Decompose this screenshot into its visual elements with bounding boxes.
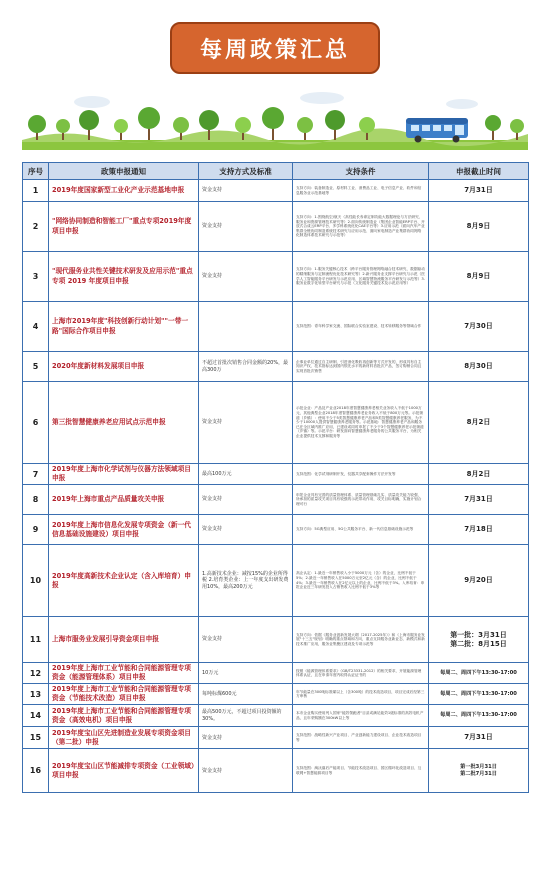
policy-name[interactable]: "网络协同制造和智能工厂"重点专项2019年度项目申报 <box>49 202 199 252</box>
header-deadline: 申报截止时间 <box>429 163 529 180</box>
deadline: 8月2日 <box>429 382 529 464</box>
support-method: 资金支持 <box>199 252 293 302</box>
table-row <box>23 705 529 727</box>
support-conditions: 支持方向：1.围绕航空/航天（高性能长寿命定制功能大数据理论与方法研究、服务业和资源管理技术研究等）2.面向传统制造业（集团企业智能ERP平台、开放式合成云ERP平台、多学科系统优化CAE平台等）3.应用示范（面向汽车产业集群全链协同制造系统技术研究与应用示范、面向家电制造产业集群协同网络化制造体系技术研究与示范等） <box>293 202 429 252</box>
row-number: 1 <box>23 180 49 202</box>
policy-name[interactable]: 2019年度宝山区节能减排专项资金（工业领域）项目申报 <box>49 749 199 793</box>
support-method: 10万元 <box>199 663 293 684</box>
support-conditions: 本市企业购买使用列入国家"能效领跑者"目录或满足能效1级标准的高效电机产品，且年采购额在300kW以上等 <box>293 705 429 727</box>
policy-name[interactable]: 2019年度上海市化学试剂与仪器方法领域项目申报 <box>49 464 199 485</box>
header-conditions: 支持条件 <box>293 163 429 180</box>
page-title: 每周政策汇总 <box>199 37 350 63</box>
row-number: 3 <box>23 252 49 302</box>
header-support: 支持方式及标准 <box>199 163 293 180</box>
deadline: 第一批3月31日 第二批7月31日 <box>429 749 529 793</box>
row-number: 16 <box>23 749 49 793</box>
support-conditions: 支持方向：依据《服务业创新发展大纲（2017-2025年）》和《上海市服务业发展"十三五"规划》明确的重点领域和方向，重点支持服务业新业态、新模式和新技术推广应用，服务业集聚区建设及专项示范等 <box>293 617 429 663</box>
support-method: 资金支持 <box>199 617 293 663</box>
support-conditions: 支持方向：装备制造业、原材料工业、消费品工业、电子信息产业、软件和信息服务业示范基地等 <box>293 180 429 202</box>
support-method: 最高100万元 <box>199 464 293 485</box>
table-row <box>23 252 529 302</box>
deadline: 8月30日 <box>429 352 529 382</box>
deadline: 8月9日 <box>429 202 529 252</box>
table-row <box>23 352 529 382</box>
support-conditions: 支持范围：淘汰落后产能项目、节能技术改造项目、园区循环化改造项目、互联网+智慧能源项目等 <box>293 749 429 793</box>
support-conditions: 年节能量在300吨标准煤以上（含300吨）的技术改造项目，项目完成后经第三方审核 <box>293 684 429 705</box>
deadline: 7月18日 <box>429 515 529 545</box>
row-number: 10 <box>23 545 49 617</box>
deadline: 每周二、周四下午13:30-17:00 <box>429 705 529 727</box>
support-method: 最高500万元，不超过项目投资额的30%。 <box>199 705 293 727</box>
row-number: 9 <box>23 515 49 545</box>
row-number: 4 <box>23 302 49 352</box>
table-row <box>23 684 529 705</box>
support-conditions: 示范企业：产品及产业业2018年度智慧健康养老相关业务收入不低于1000万元，其他典型企业2018年度智慧健康养老业务收入不低于800万元等。示范街道（乡镇）：使用不少于5类智慧健康养老产品和5类智慧健康养老服务，为不少于10000人提供智慧健康养老服务等。示范基地：智慧健康养老产品和服务已在全区域内推广应用，已建设或同时申报了不少于3个智慧健康养老示范街道（乡镇）等。示范平台：研发面向智慧健康养老服务的公共服务平台，为相关企业提供技术支撑和服务等 <box>293 382 429 464</box>
row-number: 7 <box>23 464 49 485</box>
support-conditions: 企事业单位通过自主研制，引进消化吸收再创新等方式开发的，形成具有自主知识产权、技术指标达到国内领先水平的新材料首批次产品，签订购销合同且实现首批次销售 <box>293 352 429 382</box>
table-row <box>23 663 529 684</box>
row-number: 6 <box>23 382 49 464</box>
deadline: 7月30日 <box>429 302 529 352</box>
policy-name[interactable]: 2019年上海市重点产品质量攻关申报 <box>49 485 199 515</box>
support-conditions: 支持方向：1.服务关键核心技术（跨平台服务管理网络融合技术研究、数据驱动的精细服务与定制流程优化技术研究等）2.新兴服务业支撑平台研究与示范（医学人工智能服务平台研发与示范应用、区域智慧物流服务平台研发与示范等）3.服务业数字化转型平台研究与示范（文化服务关键技术及示范应用等） <box>293 252 429 302</box>
row-number: 15 <box>23 727 49 749</box>
support-conditions: 支持范围：战略性新兴产业项目、产业创新能力建设项目、企业技术改造项目等 <box>293 727 429 749</box>
deadline: 8月2日 <box>429 464 529 485</box>
table-row <box>23 180 529 202</box>
support-conditions: 申报企业具有完善的质量管理体系、质量管理基础扎实、质量攻关能力较强，所承担的质量攻关项目具有较强的示范带动作用，攻关目标明确，实施计划合理可行 <box>293 485 429 515</box>
support-conditions: 支持范围：青年科学家交流、国际联合实验室建设、技术转移服务等领域合作 <box>293 302 429 352</box>
row-number: 12 <box>23 663 49 684</box>
support-conditions: 高企认定：1.最近一年销售收入小于5000万元（含）的企业，比例不低于5%；2.最近一年销售收入在5000万元至2亿元（含）的企业，比例不低于4%；3.最近一年销售收入在2亿元以上的企业，比例不低于3%。入库培育：申报企业近三年研发投入占销售收入比例不低于3%等 <box>293 545 429 617</box>
support-method: 资金支持 <box>199 382 293 464</box>
policy-table <box>22 162 529 793</box>
policy-name[interactable]: "现代服务业共性关键技术研发及应用示范"重点专项 2019 年度项目申报 <box>49 252 199 302</box>
support-method: 1.高新技术企业：减按15%的企业所得税 2.培育类企业：上一年度支出研发费用10%，最高200万元 <box>199 545 293 617</box>
policy-name[interactable]: 2019年度上海市工业节能和合同能源管理专项资金（能源管理体系）项目申报 <box>49 663 199 684</box>
deadline: 第一批：3月31日 第二批：8月15日 <box>429 617 529 663</box>
page-title-box <box>170 22 380 74</box>
table-header-row <box>23 163 529 180</box>
deadline: 9月20日 <box>429 545 529 617</box>
deadline: 8月9日 <box>429 252 529 302</box>
support-method: 资金支持 <box>199 180 293 202</box>
row-number: 5 <box>23 352 49 382</box>
support-method: 资金支持 <box>199 485 293 515</box>
table-row <box>23 485 529 515</box>
policy-name[interactable]: 2020年度新材料发展项目申报 <box>49 352 199 382</box>
deadline: 7月31日 <box>429 727 529 749</box>
support-conditions: 支持范围：化学试剂研制开发，仪器共享配套操作方法开发等 <box>293 464 429 485</box>
policy-name[interactable]: 2019年度宝山区先进制造业发展专项资金项目（第二批）申报 <box>49 727 199 749</box>
row-number: 11 <box>23 617 49 663</box>
support-conditions: 按照《能源管理体系要求》（GB/T23331-2012）的相关要求，开展能源管理体系认证，且在申请年度内取得认证证书的 <box>293 663 429 684</box>
policy-name[interactable]: 2019年度高新技术企业认定（含入库培育）申报 <box>49 545 199 617</box>
bus-icon <box>406 118 468 143</box>
support-method: 资金支持 <box>199 727 293 749</box>
deadline: 7月31日 <box>429 180 529 202</box>
table-row <box>23 515 529 545</box>
table-row <box>23 302 529 352</box>
row-number: 14 <box>23 705 49 727</box>
header-name: 政策申报通知 <box>49 163 199 180</box>
header-no: 序号 <box>23 163 49 180</box>
table-row <box>23 727 529 749</box>
policy-name[interactable]: 2019年度上海市工业节能和合同能源管理专项资金（节能技术改造）项目申报 <box>49 684 199 705</box>
support-method: 资金支持 <box>199 749 293 793</box>
policy-name[interactable]: 上海市2019年度"科技创新行动计划""一带一路"国际合作项目申报 <box>49 302 199 352</box>
deadline: 每周二、周四下午13:30-17:00 <box>429 663 529 684</box>
row-number: 13 <box>23 684 49 705</box>
row-number: 2 <box>23 202 49 252</box>
row-number: 8 <box>23 485 49 515</box>
deadline: 每周二、周四下午13:30-17:00 <box>429 684 529 705</box>
support-method: 资金支持 <box>199 202 293 252</box>
cloud-icon <box>74 92 478 109</box>
table-row <box>23 464 529 485</box>
support-method: 不超过首批次销售合同金额的20%，最高300万 <box>199 352 293 382</box>
deadline: 7月31日 <box>429 485 529 515</box>
policy-name[interactable]: 第三批智慧健康养老应用试点示范申报 <box>49 382 199 464</box>
table-row <box>23 382 529 464</box>
policy-name[interactable]: 上海市服务业发展引导资金项目申报 <box>49 617 199 663</box>
table-row <box>23 749 529 793</box>
banner-scene <box>22 90 528 150</box>
policy-name[interactable]: 2019年度上海市工业节能和合同能源管理专项资金（高效电机）项目申报 <box>49 705 199 727</box>
support-method: 每吨标煤600元 <box>199 684 293 705</box>
policy-name[interactable]: 2019年度上海市信息化发展专项资金（新一代信息基础设施建设）项目申报 <box>49 515 199 545</box>
support-method: 资金支持 <box>199 515 293 545</box>
table-row <box>23 202 529 252</box>
support-conditions: 支持方向：5G典型应用、5G公共服务平台、新一代信息基础设施示范等 <box>293 515 429 545</box>
support-method <box>199 302 293 352</box>
policy-name[interactable]: 2019年度国家新型工业化产业示范基地申报 <box>49 180 199 202</box>
table-row <box>23 617 529 663</box>
table-row <box>23 545 529 617</box>
